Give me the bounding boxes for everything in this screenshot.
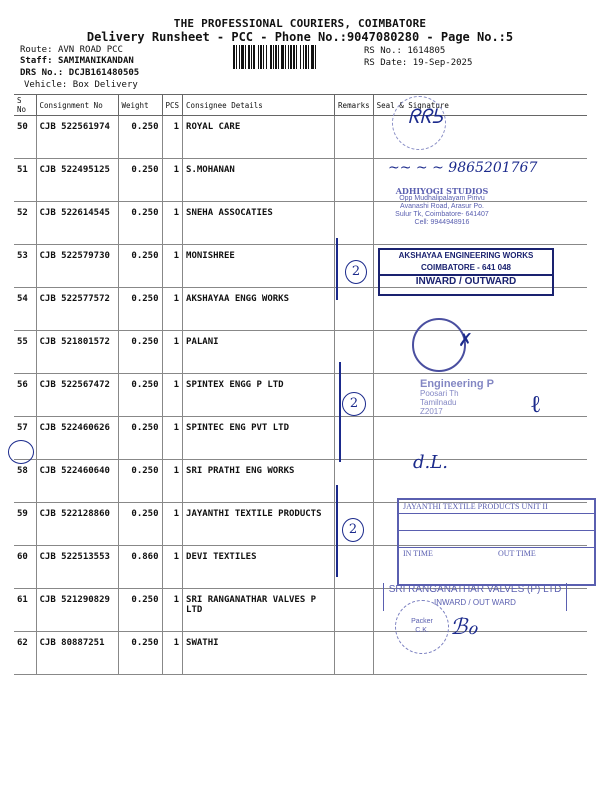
sno-cell: 50 — [14, 116, 36, 159]
vehicle-label: Vehicle: — [24, 80, 68, 90]
sno-cell: 56 — [14, 374, 36, 417]
table-row — [14, 374, 587, 417]
signature-50: ᖇᖇᕊ — [408, 104, 443, 128]
weight-cell: 0.250 — [118, 116, 162, 159]
remarks-cell — [335, 546, 374, 589]
weight-cell: 0.250 — [118, 288, 162, 331]
table-row — [14, 202, 587, 245]
pcs-cell: 1 — [162, 116, 183, 159]
rs-date-value: 19-Sep-2025 — [412, 58, 473, 68]
consignment-cell: CJB 522567472 — [36, 374, 118, 417]
group-mark-3: 2 — [342, 518, 364, 542]
company-title: THE PROFESSIONAL COURIERS, COIMBATORE — [173, 17, 427, 30]
stamp-akshayaa: AKSHAYAA ENGINEERING WORKS COIMBATORE - 641 048 INWARD / OUTWARD — [378, 248, 554, 296]
seal-ck: Packer C.K. — [395, 600, 449, 654]
col-pcs: PCS — [162, 95, 183, 116]
pcs-cell: 1 — [162, 374, 183, 417]
consignee-cell: SNEHA ASSOCATIES — [183, 202, 335, 245]
consignee-cell: SRI RANGANATHAR VALVES P LTD — [183, 589, 335, 632]
sno-cell: 53 — [14, 245, 36, 288]
consignee-cell: PALANI — [183, 331, 335, 374]
rs-date-line — [364, 58, 472, 69]
consignee-cell: SRI PRATHI ENG WORKS — [183, 460, 335, 503]
consignment-cell: CJB 80887251 — [36, 632, 118, 675]
consignment-cell: CJB 521801572 — [36, 331, 118, 374]
table-row — [14, 417, 587, 460]
sno-cell: 62 — [14, 632, 36, 675]
pcs-cell: 1 — [162, 632, 183, 675]
consignee-cell: ROYAL CARE — [183, 116, 335, 159]
vehicle-value: Box Delivery — [72, 80, 138, 90]
weight-cell: 0.250 — [118, 632, 162, 675]
weight-cell: 0.250 — [118, 331, 162, 374]
rs-date-label: RS Date: — [364, 58, 408, 68]
seal-cell — [373, 331, 587, 374]
consignee-cell: SPINTEC ENG PVT LTD — [183, 417, 335, 460]
pcs-cell: 1 — [162, 288, 183, 331]
sno-cell: 54 — [14, 288, 36, 331]
weight-cell: 0.860 — [118, 546, 162, 589]
table-header-row — [14, 95, 587, 116]
signature-57: ℓ — [530, 390, 542, 418]
consignee-cell: DEVI TEXTILES — [183, 546, 335, 589]
sno-cell: 52 — [14, 202, 36, 245]
signature-62: ℬℴ — [450, 615, 478, 640]
weight-cell: 0.250 — [118, 374, 162, 417]
consignment-cell: CJB 522495125 — [36, 159, 118, 202]
pcs-cell: 1 — [162, 546, 183, 589]
sno-cell: 57 — [14, 417, 36, 460]
vehicle-line — [24, 80, 138, 91]
remarks-cell — [335, 460, 374, 503]
consignment-cell: CJB 522577572 — [36, 288, 118, 331]
table-row — [14, 331, 587, 374]
pcs-cell: 1 — [162, 460, 183, 503]
barcode-bar — [316, 45, 318, 69]
sno-cell: 55 — [14, 331, 36, 374]
col-remarks: Remarks — [335, 95, 374, 116]
pcs-cell: 1 — [162, 417, 183, 460]
group-bracket-1 — [330, 238, 338, 300]
remarks-cell — [335, 288, 374, 331]
signature-55: ✗ — [458, 330, 474, 351]
drs-value: DCJB161480505 — [68, 68, 140, 78]
consignee-cell: S.MOHANAN — [183, 159, 335, 202]
sno-cell: 59 — [14, 503, 36, 546]
consignment-cell: CJB 521290829 — [36, 589, 118, 632]
sno-cell: 61 — [14, 589, 36, 632]
runsheet-subtitle: Delivery Runsheet - PCC - Phone No.:9047080280 - Page No.:5 — [86, 30, 514, 44]
consignment-cell: CJB 522460626 — [36, 417, 118, 460]
staff-label: Staff: — [20, 56, 53, 66]
remarks-cell — [335, 159, 374, 202]
remarks-cell — [335, 116, 374, 159]
route-line — [20, 45, 123, 56]
consignee-cell: SWATHI — [183, 632, 335, 675]
col-weight: Weight — [118, 95, 162, 116]
drs-line — [20, 68, 139, 79]
consignment-cell: CJB 522561974 — [36, 116, 118, 159]
group-mark-1: 2 — [345, 260, 367, 284]
sno-cell: 51 — [14, 159, 36, 202]
pcs-cell: 1 — [162, 503, 183, 546]
consignment-cell: CJB 522579730 — [36, 245, 118, 288]
weight-cell: 0.250 — [118, 417, 162, 460]
rs-no-label: RS No.: — [364, 46, 402, 56]
pcs-cell: 1 — [162, 245, 183, 288]
pcs-cell: 1 — [162, 331, 183, 374]
drs-label: DRS No.: — [20, 68, 64, 78]
col-consignee: Consignee Details — [183, 95, 335, 116]
group-mark-2: 2 — [342, 392, 366, 416]
sno-cell: 58 — [14, 460, 36, 503]
consignment-cell: CJB 522128860 — [36, 503, 118, 546]
weight-cell: 0.250 — [118, 159, 162, 202]
sno-cell: 60 — [14, 546, 36, 589]
col-sno: S No — [14, 95, 36, 116]
group-bracket-2 — [333, 362, 341, 462]
group-bracket-3 — [330, 485, 338, 577]
seal-cell — [373, 417, 587, 460]
table-row — [14, 632, 587, 675]
seal-cell — [373, 460, 587, 503]
remarks-cell — [335, 632, 374, 675]
rs-no-value: 1614805 — [407, 46, 446, 56]
consignment-cell: CJB 522460640 — [36, 460, 118, 503]
stamp-spintec: Engineering P Poosari Th Tamilnadu Z2017 — [420, 378, 494, 416]
consignee-cell: JAYANTHI TEXTILE PRODUCTS — [183, 503, 335, 546]
route-value: AVN ROAD PCC — [57, 45, 123, 55]
pcs-cell: 1 — [162, 159, 183, 202]
pcs-cell: 1 — [162, 202, 183, 245]
weight-cell: 0.250 — [118, 202, 162, 245]
sno-circle-58 — [8, 440, 34, 464]
remarks-cell — [335, 589, 374, 632]
staff-value: SAMIMANIKANDAN — [57, 56, 134, 66]
route-label: Route: — [20, 45, 53, 55]
handwritten-phone-51: ~~ ~ ~ 9865201767 — [388, 160, 538, 176]
consignee-cell: MONISHREE — [183, 245, 335, 288]
table-row — [14, 116, 587, 159]
consignment-cell: CJB 522614545 — [36, 202, 118, 245]
table-row — [14, 460, 587, 503]
stamp-adhiyogi: ADHIYOGI STUDIOS Opp Mudhalipalayam Pirivu Avanashi Road, Arasur Po. Sulur Tk, Coimbatore- 641407 Cell: 9944948916 — [395, 186, 489, 226]
dl-mark: d.L. — [413, 452, 448, 473]
weight-cell: 0.250 — [118, 245, 162, 288]
weight-cell: 0.250 — [118, 503, 162, 546]
pcs-cell: 1 — [162, 589, 183, 632]
staff-line — [20, 56, 134, 67]
col-consignment: Consignment No — [36, 95, 118, 116]
rs-no-line — [364, 46, 445, 57]
consignee-cell: AKSHAYAA ENGG WORKS — [183, 288, 335, 331]
col-seal: Seal & Signature — [373, 95, 587, 116]
consignee-cell: SPINTEX ENGG P LTD — [183, 374, 335, 417]
consignment-cell: CJB 522513553 — [36, 546, 118, 589]
stamp-jayanthi: JAYANTHI TEXTILE PRODUCTS UNIT II IN TIME OUT TIME — [397, 498, 596, 586]
barcode — [233, 45, 360, 69]
stamp-ranganathar: SRI RANGANATHAR VALVES (P) LTD INWARD / OUT WARD — [383, 583, 567, 611]
weight-cell: 0.250 — [118, 460, 162, 503]
weight-cell: 0.250 — [118, 589, 162, 632]
remarks-cell — [335, 202, 374, 245]
